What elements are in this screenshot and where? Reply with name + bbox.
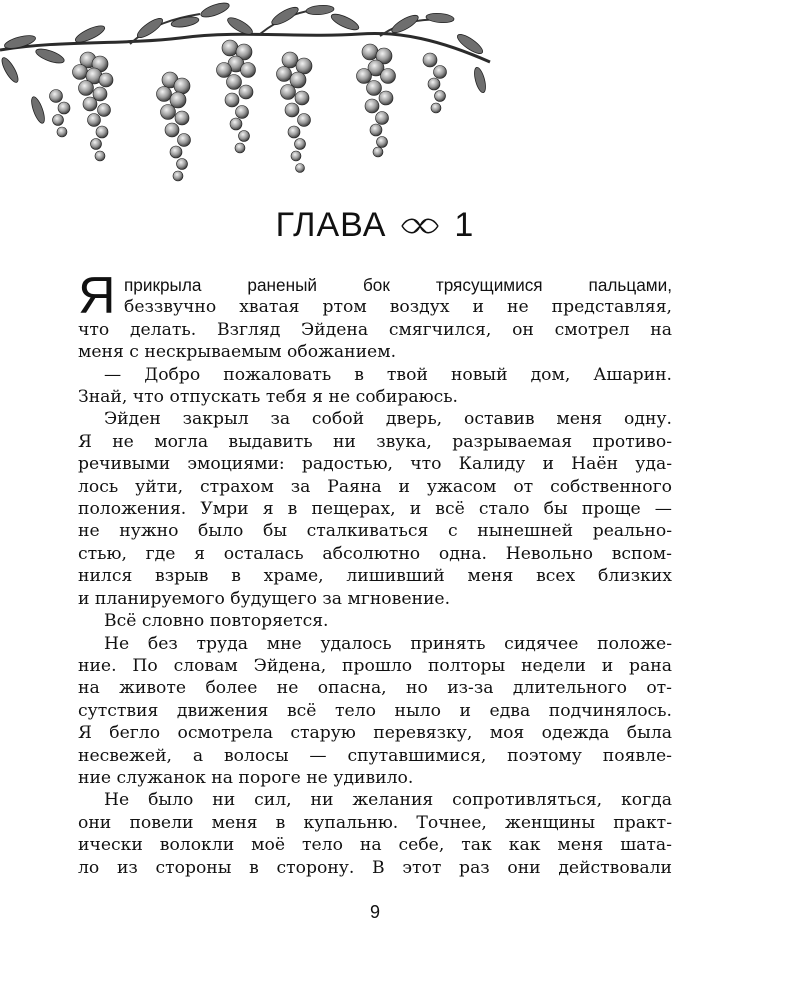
text-line: беззвучно хватая ртом воздух и не представляя, — [124, 297, 672, 318]
text-line: на животе более не опасна, но из-за длительного от- — [78, 678, 672, 699]
text-line: прикрыла раненый бок трясущимися пальцами, — [124, 275, 672, 295]
text-line: ние служанок на пороге не удивило. — [78, 767, 414, 788]
chapter-text — [78, 267, 672, 879]
text-line: Всё словно повторяется. — [104, 611, 329, 632]
chapter-heading — [0, 206, 750, 245]
text-line: Не без труда мне удалось принять сидячее положе- — [104, 633, 672, 654]
text-line: ло из стороны в сторону. В этот раз они действовали — [78, 857, 672, 878]
text-line: что делать. Взгляд Эйдена смягчился, он смотрел на — [78, 319, 672, 340]
text-line: и планируемого будущего за мгновение. — [78, 588, 451, 609]
text-line: ически волокли моё тело на себе, так как меня шата- — [78, 835, 672, 856]
text-line: стью, где я осталась абсолютно одна. Невольно вспом- — [78, 543, 672, 564]
text-line: Я бегло осмотрела старую перевязку, моя одежда была — [78, 723, 672, 744]
text-line: — Добро пожаловать в твой новый дом, Ашарин. — [104, 364, 672, 385]
text-line: сутствия движения всё тело ныло и едва подчинялось. — [78, 700, 672, 721]
text-line: Я не могла выдавить ни звука, разрываемая противо- — [78, 431, 672, 452]
text-line: Эйден закрыл за собой дверь, оставив меня одну. — [104, 409, 672, 430]
text-line: Знай, что отпускать тебя я не собираюсь. — [78, 387, 459, 408]
page-number: 9 — [369, 902, 380, 922]
chapter-number: 1 — [454, 206, 475, 244]
text-line: лось уйти, страхом за Раяна и ужасом от собственного — [78, 476, 672, 497]
text-line: не нужно было бы сталкиваться с нынешней реально- — [78, 521, 672, 542]
chapter-label: ГЛАВА — [275, 206, 387, 244]
text-line: Не было ни сил, ни желания сопротивляться, когда — [104, 790, 672, 811]
ornament-icon — [400, 215, 440, 237]
drop-cap: Я — [78, 267, 116, 325]
text-line: речивыми эмоциями: радостью, что Калиду и Наён уда- — [78, 454, 672, 475]
opening-paragraph — [78, 267, 672, 364]
text-line: ние. По словам Эйдена, прошло полторы недели и рана — [78, 655, 672, 676]
text-line: положения. Умри я в пещерах, и всё стало бы проще — — [78, 499, 672, 520]
text-line: нился взрыв в храме, лишивший меня всех близких — [78, 566, 672, 587]
wisteria-illustration — [0, 0, 500, 200]
text-line: меня с нескрываемым обожанием. — [78, 342, 397, 363]
text-line: они повели меня в купальню. Точнее, женщины практ- — [78, 812, 672, 833]
text-line: несвежей, а волосы — спутавшимися, поэтому появле- — [78, 745, 672, 766]
